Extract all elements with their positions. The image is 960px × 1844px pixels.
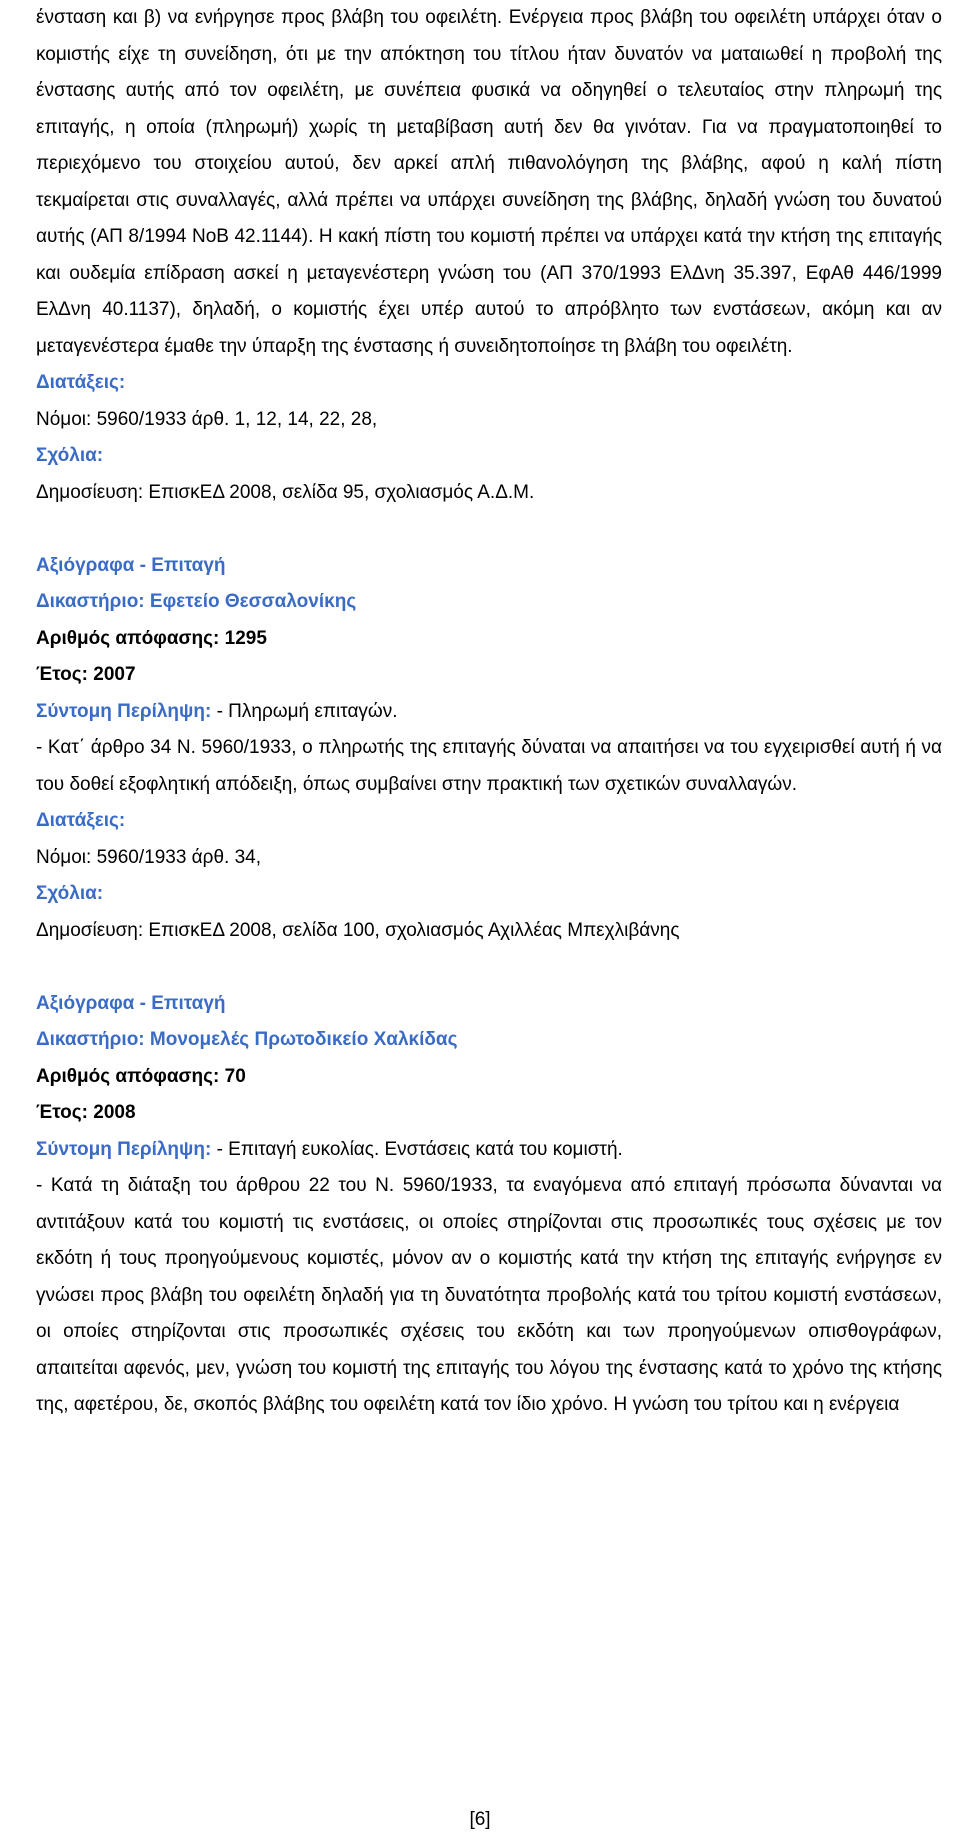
entry-decision: [36, 621, 942, 658]
entry-court: [36, 1022, 942, 1059]
court-value: Μονομελές Πρωτοδικείο Χαλκίδας: [149, 1029, 458, 1050]
year-label: Έτος:: [36, 1102, 88, 1123]
year-value: 2008: [93, 1102, 136, 1123]
court-label: Δικαστήριο:: [36, 591, 145, 612]
summary-label: Σύντομη Περίληψη:: [36, 1138, 212, 1160]
decision-value: 1295: [224, 627, 267, 649]
summary-label: Σύντομη Περίληψη:: [36, 700, 212, 722]
decision-value: 70: [224, 1065, 246, 1087]
entry-1: [36, 548, 942, 950]
intro-provisions-label: Διατάξεις:: [36, 372, 126, 393]
entry-heading: Αξιόγραφα - Επιταγή: [36, 992, 226, 1014]
intro-comment-label: Σχόλια:: [36, 445, 104, 466]
court-value: Εφετείο Θεσσαλονίκης: [149, 591, 357, 612]
court-label: Δικαστήριο:: [36, 1029, 145, 1050]
intro-comment-value: Δημοσίευση: ΕπισκΕΔ 2008, σελίδα 95, σχολιασμός Α.Δ.Μ.: [36, 481, 535, 503]
comment-label: Σχόλια:: [36, 883, 104, 904]
intro-provisions-value: Νόμοι: 5960/1933 άρθ. 1, 12, 14, 22, 28,: [36, 408, 378, 430]
spacer: [36, 949, 942, 986]
entry-year: [36, 657, 942, 694]
entry-summary: [36, 694, 942, 731]
provisions-label: Διατάξεις:: [36, 810, 126, 831]
year-value: 2007: [93, 664, 136, 685]
entry-heading: Αξιόγραφα - Επιταγή: [36, 554, 226, 576]
summary-value: - Πληρωμή επιταγών.: [216, 700, 398, 722]
comment-value: Δημοσίευση: ΕπισκΕΔ 2008, σελίδα 100, σχολιασμός Αχιλλέας Μπεχλιβάνης: [36, 919, 680, 941]
decision-label: Αριθμός απόφασης:: [36, 627, 220, 649]
entry-2: [36, 986, 942, 1424]
spacer: [36, 511, 942, 548]
provisions-value: Νόμοι: 5960/1933 άρθ. 34,: [36, 846, 262, 868]
page-number: [6]: [469, 1809, 491, 1830]
year-label: Έτος:: [36, 664, 88, 685]
entry-year: [36, 1095, 942, 1132]
summary-value: - Επιταγή ευκολίας. Ενστάσεις κατά του κομιστή.: [216, 1138, 623, 1160]
entry-body: - Κατ΄ άρθρο 34 Ν. 5960/1933, ο πληρωτής της επιταγής δύναται να απαιτήσει να του εγχειρισθεί αυτή ή να του δοθεί εξοφλητική απόδειξη, όπως συμβαίνει στην πρακτική των σχετικών συναλλαγών.: [36, 737, 942, 795]
entry-summary: [36, 1132, 942, 1169]
entry-court: [36, 584, 942, 621]
decision-label: Αριθμός απόφασης:: [36, 1065, 220, 1087]
entry-body: - Κατά τη διάταξη του άρθρου 22 του Ν. 5960/1933, τα εναγόμενα από επιταγή πρόσωπα δύνανται να αντιτάξουν κατά του κομιστή τις ενστάσεις, οι οποίες στηρίζονται στις προσωπικές τους σχέσεις με τον εκδότη ή τους προηγούμενους κομιστές, μόνον αν ο κομιστής κατά την κτήση της επιταγής ενήργησε εν γνώσει προς βλάβη του οφειλέτη δηλαδή για τη δυνατότητα προβολής κατά του τρίτου κομιστή ενστάσεων, οι οποίες στηρίζονται στις προσωπικές σχέσεις του εκδότη και των προηγούμενων οπισθογράφων, απαιτείται αφενός, μεν, γνώση του κομιστή της επιταγής του λόγου της ένστασης κατά το χρόνο της κτήσης της, αφετέρου, δε, σκοπός βλάβης του οφειλέτη κατά τον ίδιο χρόνο. Η γνώση του τρίτου και η ενέργεια: [36, 1175, 942, 1415]
document-page: [36, 0, 942, 1424]
entry-decision: [36, 1059, 942, 1096]
intro-paragraph: ένσταση και β) να ενήργησε προς βλάβη του οφειλέτη. Ενέργεια προς βλάβη του οφειλέτη υπάρχει όταν ο κομιστής είχε τη συνείδηση, ότι με την απόκτηση του τίτλου ήταν δυνατόν να ματαιωθεί η προβολή της ένστασης αυτής από τον οφειλέτη, με συνέπεια φυσικά να οδηγηθεί ο τελευταίος στην πληρωμή της επιταγής, η οποία (πληρωμή) χωρίς τη μεταβίβαση αυτή δεν θα γινόταν. Για να πραγματοποιηθεί το περιεχόμενο του στοιχείου αυτού, δεν αρκεί απλή πιθανολόγηση της βλάβης, αφού η καλή πίστη τεκμαίρεται στις συναλλαγές, αλλά πρέπει να υπάρχει συνείδηση της βλάβης, δηλαδή γνώση του δυνατού αυτής (ΑΠ 8/1994 ΝοΒ 42.1144). Η κακή πίστη του κομιστή πρέπει να υπάρχει κατά την κτήση της επιταγής και ουδεμία επίδραση ασκεί η μεταγενέστερη γνώση του (ΑΠ 370/1993 ΕλΔνη 35.397, ΕφΑθ 446/1999 ΕλΔνη 40.1137), δηλαδή, ο κομιστής έχει υπέρ αυτού το απρόβλητο των ενστάσεων, ακόμη και αν μεταγενέστερα έμαθε την ύπαρξη της ένστασης ή συνειδητοποίησε τη βλάβη του οφειλέτη.: [36, 7, 942, 357]
